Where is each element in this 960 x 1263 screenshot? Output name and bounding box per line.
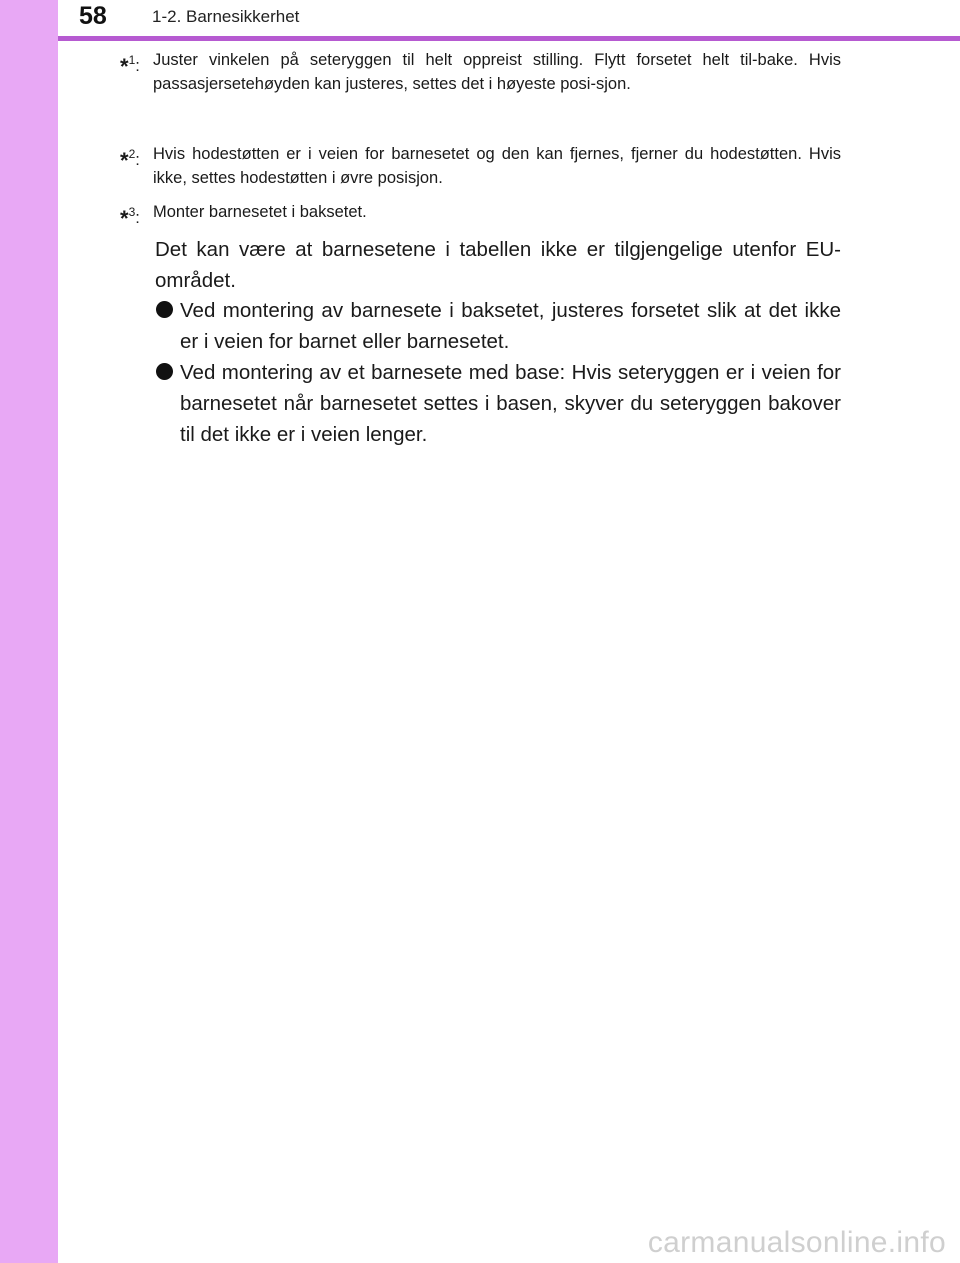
footnote-marker: *$^1$: bbox=[120, 53, 140, 79]
page-margin-tab bbox=[0, 0, 58, 1263]
page-number: 58 bbox=[79, 2, 107, 30]
footnote-text: Monter barnesetet i baksetet. bbox=[153, 203, 367, 221]
bullet-text: Ved montering av barnesete i baksetet, justeres forsetet slik at det ikke er i veien for barnet eller barnesetet. bbox=[180, 299, 841, 353]
bullet-item bbox=[155, 357, 841, 450]
bullet-dot-icon bbox=[156, 363, 173, 380]
bullet-dot-icon bbox=[156, 301, 173, 318]
footnote-marker: *$^2$: bbox=[120, 147, 140, 173]
watermark: carmanualsonline.info bbox=[647, 1226, 946, 1259]
bullet-item bbox=[155, 295, 841, 357]
header-rule bbox=[58, 36, 960, 41]
section-title: 1-2. Barnesikkerhet bbox=[152, 7, 300, 26]
body-paragraph: Det kan være at barnesetene i tabellen ikke er tilgjengelige utenfor EU-området. bbox=[155, 238, 841, 292]
footnote-marker: *$^3$: bbox=[120, 205, 140, 231]
footnote-3 bbox=[120, 200, 841, 231]
footnote-text: Juster vinkelen på seteryggen til helt oppreist stilling. Flytt forsetet helt til-bake. Hvis passasjersetehøyden kan justeres, settes det i høyeste posi-sjon. bbox=[153, 51, 841, 93]
footnote-text: Hvis hodestøtten er i veien for barnesetet og den kan fjernes, fjerner du hodestøtten. Hvis ikke, settes hodestøtten i øvre posisjon. bbox=[153, 145, 841, 187]
bullet-text: Ved montering av et barnesete med base: Hvis seteryggen er i veien for barnesetet når barnesetet settes i basen, skyver du seteryggen bakover til det ikke er i veien lenger. bbox=[180, 361, 841, 446]
footnote-1 bbox=[120, 48, 841, 96]
footnote-2 bbox=[120, 142, 841, 190]
